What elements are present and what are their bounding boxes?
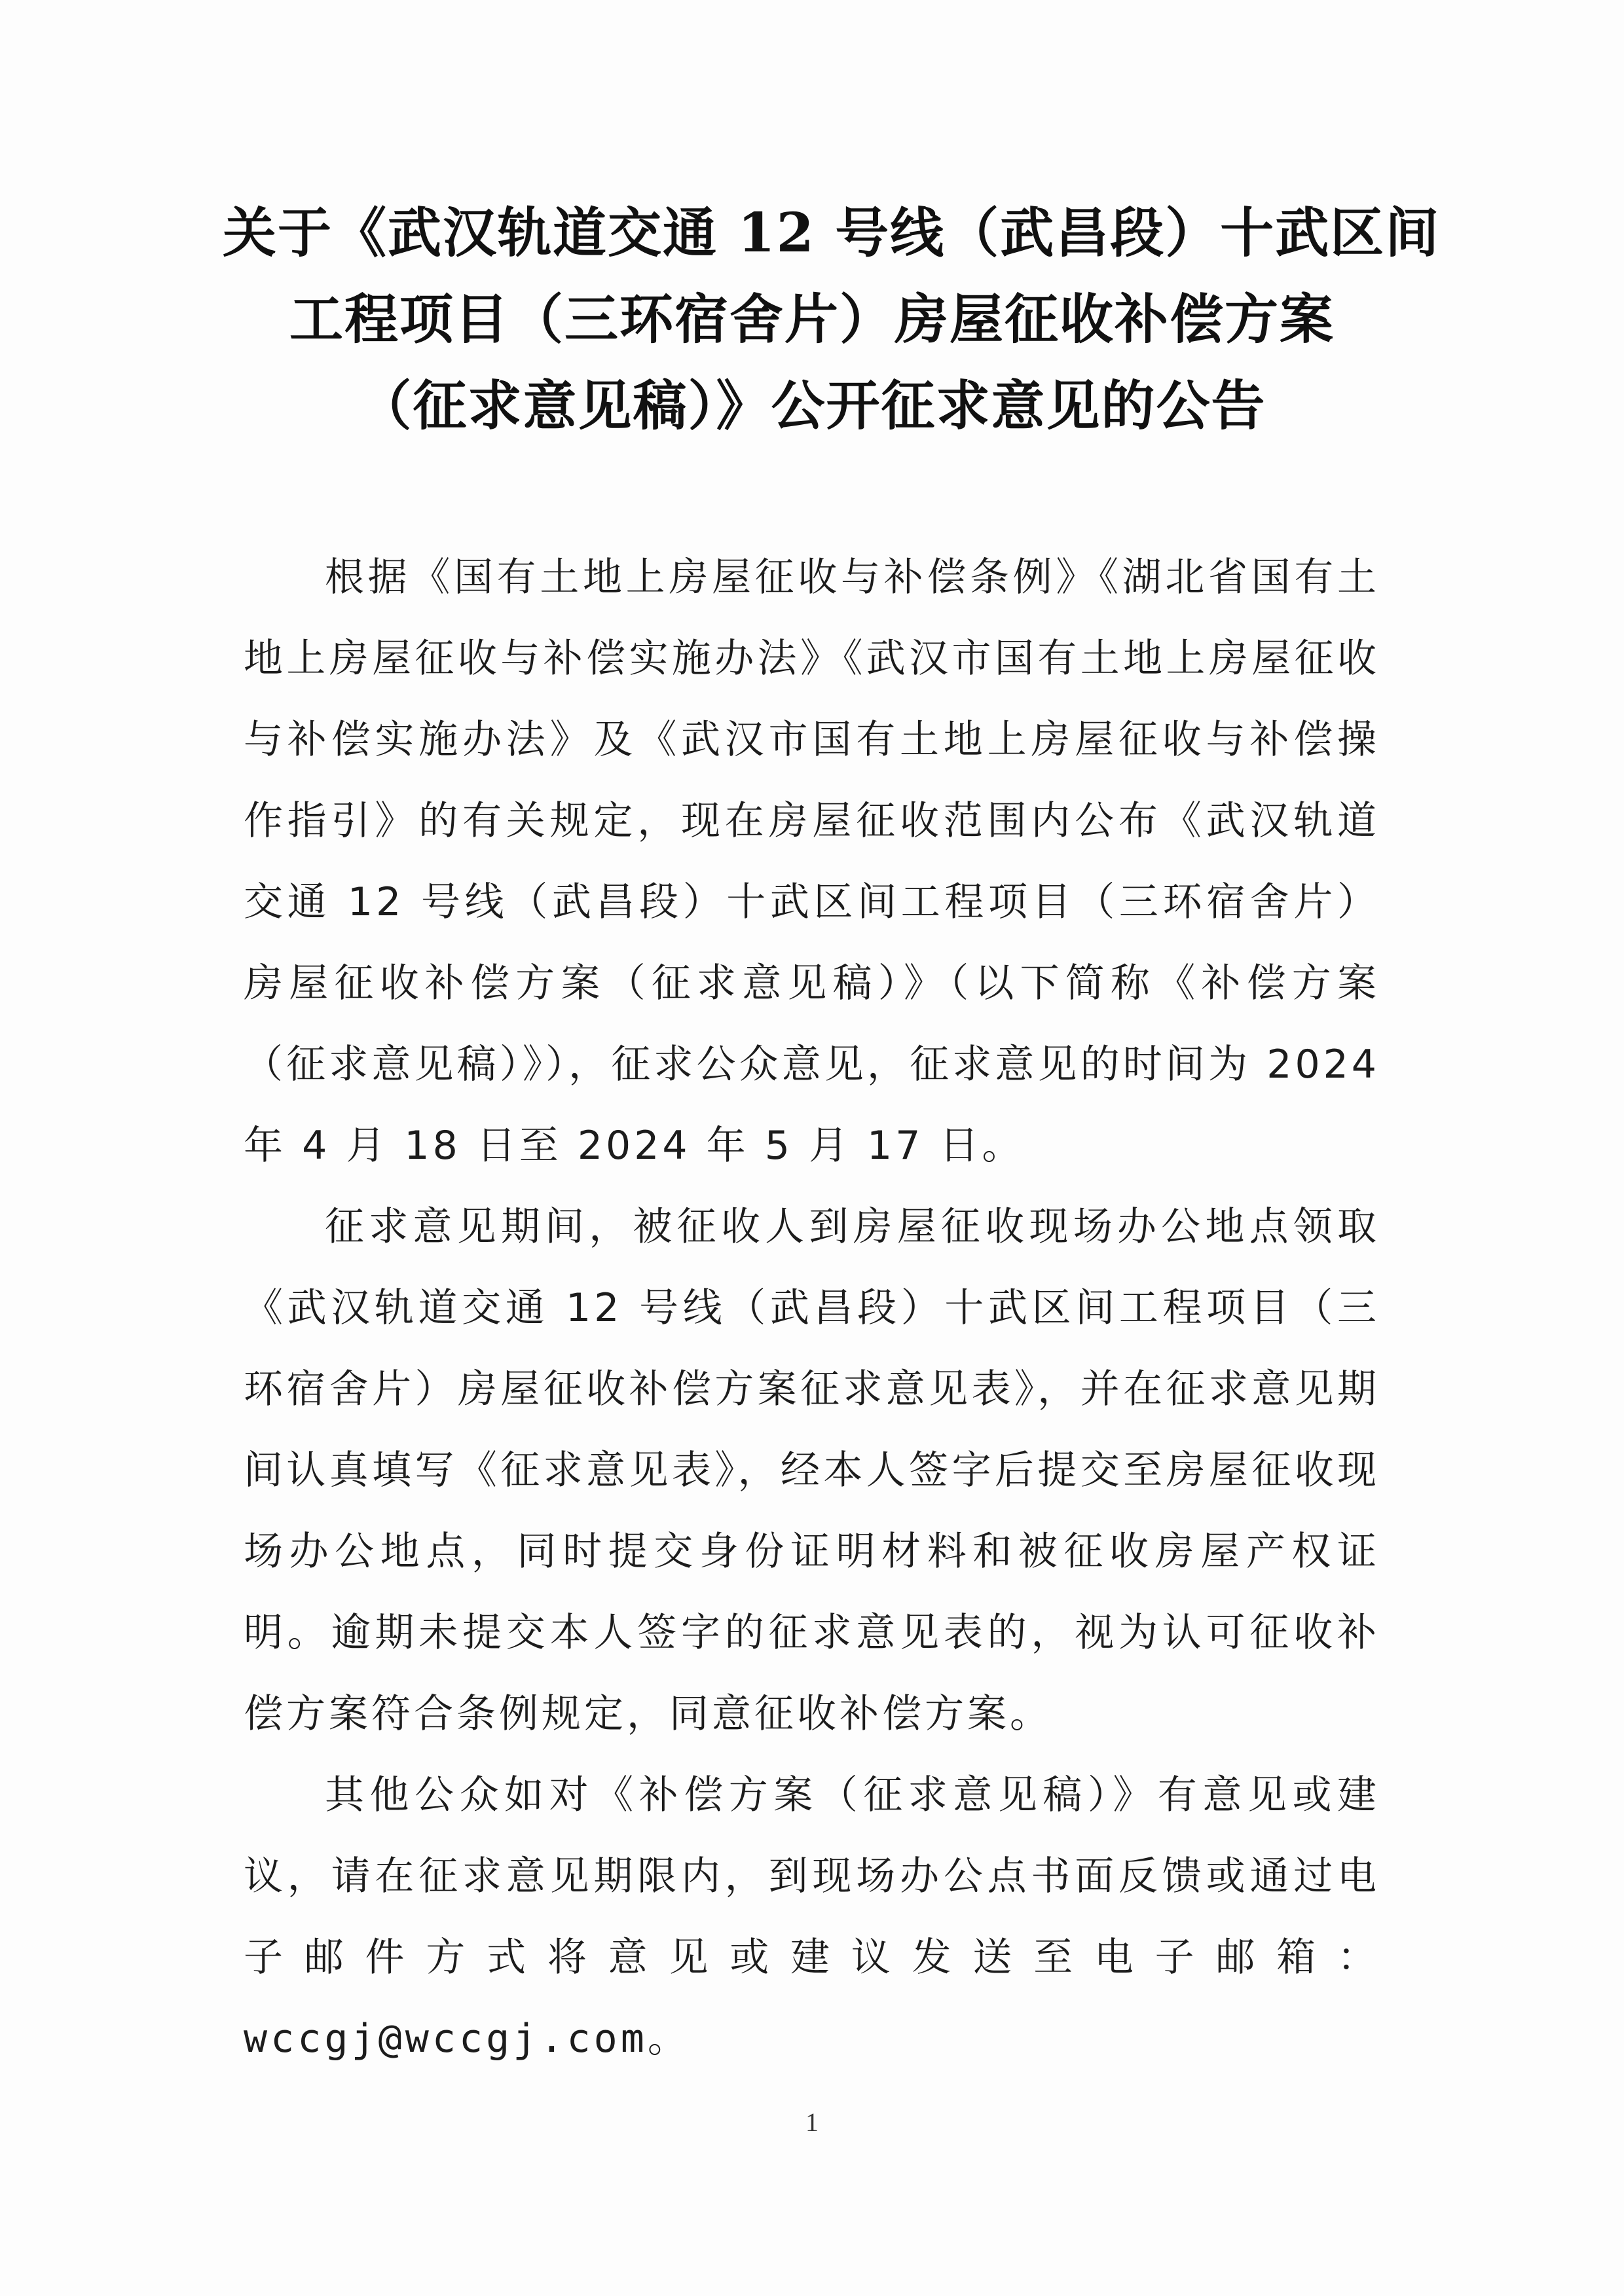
page-number: 1 bbox=[805, 2107, 819, 2137]
title-line-3: （征求意见稿）》公开征求意见的公告 bbox=[358, 374, 1266, 437]
paragraph-public-feedback bbox=[244, 1755, 1380, 2079]
paragraph-comment-period: 征求意见期间，被征收人到房屋征收现场办公地点领取《武汉轨道交通 12 号线（武昌段）十武区间工程项目（三环宿舍片）房屋征收补偿方案征求意见表》，并在征求意见期间认真填写《征求意见表》，经本人签字后提交至房屋征收现场办公地点，同时提交身份证明材料和被征收房屋产权证明。逾期未提交本人签字的征求意见表的，视为认可征收补偿方案符合条例规定，同意征收补偿方案。 bbox=[244, 1204, 1380, 1737]
title-line-2: 工程项目（三环宿舍片）房屋征收补偿方案 bbox=[289, 288, 1335, 351]
title-line-1: 关于《武汉轨道交通 12 号线（武昌段）十武区间 bbox=[223, 202, 1441, 264]
email-suffix: 。 bbox=[647, 2016, 690, 2062]
paragraph-legal-basis: 根据《国有土地上房屋征收与补偿条例》《湖北省国有土地上房屋征收与补偿实施办法》《武汉市国有土地上房屋征收与补偿实施办法》及《武汉市国有土地上房屋征收与补偿操作指引》的有关规定，现在房屋征收范围内公布《武汉轨道交通 12 号线（武昌段）十武区间工程项目（三环宿舍片）房屋征收补偿方案（征求意见稿）》（以下简称《补偿方案（征求意见稿）》），征求公众意见，征求意见的时间为 2024 年 4 月 18 日至 2024 年 5 月 17 日。 bbox=[244, 555, 1380, 1169]
public-feedback-text: 其他公众如对《补偿方案（征求意见稿）》有意见或建议，请在征求意见期限内，到现场办公点书面反馈或通过电子邮件方式将意见或建议发送至电子邮箱： bbox=[244, 1772, 1380, 1980]
document-body bbox=[244, 537, 1380, 2079]
email-address: wccgj@wccgj.com bbox=[244, 2016, 648, 2062]
document-title bbox=[223, 190, 1441, 449]
